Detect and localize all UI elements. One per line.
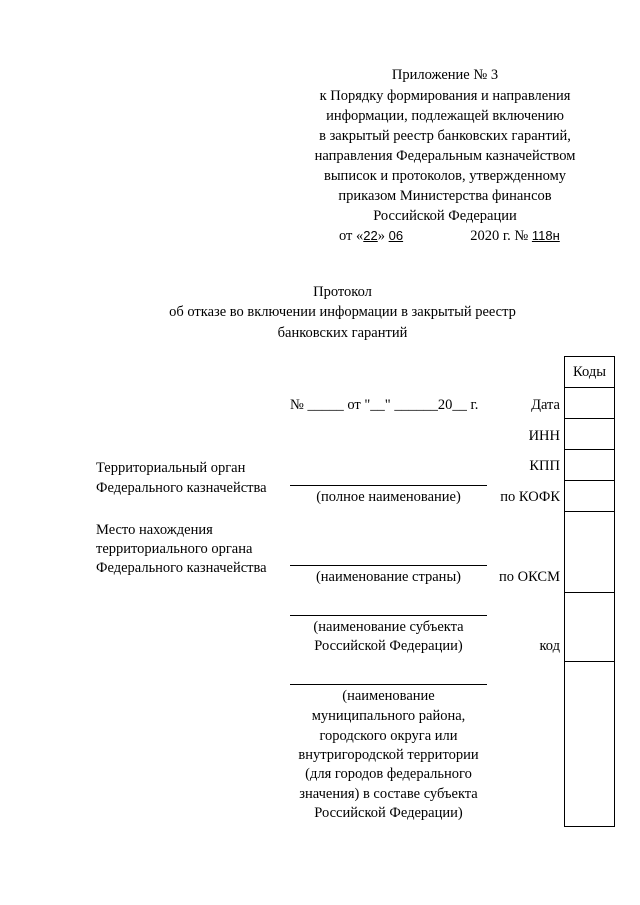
date-month: 06	[388, 228, 404, 243]
order-number: 118н	[531, 228, 560, 243]
label-inn: ИНН	[528, 428, 560, 444]
municipal-hint: городского округа или	[319, 728, 458, 744]
doc-title: Протокол	[313, 284, 372, 300]
codes-header: Коды	[573, 364, 606, 380]
date-prefix: от «	[339, 228, 364, 244]
annex-line: информации, подлежащей включению	[326, 108, 564, 124]
subject-hint: (наименование субъекта	[313, 619, 464, 635]
location-label: Место нахождения	[96, 522, 213, 538]
location-label: Федерального казначейства	[96, 560, 267, 576]
full-name-field[interactable]	[290, 485, 487, 486]
territorial-organ-label: Федерального казначейства	[96, 480, 267, 496]
annex-line: направления Федеральным казначейством	[314, 148, 576, 164]
label-date: Дата	[531, 397, 560, 413]
annex-line: Российской Федерации	[373, 208, 517, 224]
municipal-field[interactable]	[290, 684, 487, 685]
label-oksm: по ОКСМ	[499, 569, 560, 585]
protocol-number-line: № _____ от "__" ______20__ г.	[290, 397, 479, 413]
codes-column	[564, 356, 615, 827]
municipal-hint: значения) в составе субъекта	[299, 786, 478, 802]
date-year: 2020 г. №	[470, 228, 529, 244]
annex-line: выписок и протоколов, утвержденному	[323, 168, 567, 184]
location-label: территориального органа	[96, 541, 253, 557]
country-field[interactable]	[290, 565, 487, 566]
municipal-hint: внутригородской территории	[298, 747, 479, 763]
date-day: 22	[363, 228, 378, 243]
annex-date-line	[339, 228, 560, 245]
label-kofk: по КОФК	[500, 489, 560, 505]
label-code: код	[539, 638, 560, 654]
annex-line: приказом Министерства финансов	[338, 188, 552, 204]
municipal-hint: муниципального района,	[311, 708, 466, 724]
annex-title: Приложение № 3	[391, 67, 499, 83]
territorial-organ-label: Территориальный орган	[96, 460, 246, 476]
doc-subtitle: об отказе во включении информации в закрытый реестр	[169, 304, 516, 320]
country-hint: (наименование страны)	[315, 569, 462, 585]
label-kpp: КПП	[529, 458, 560, 474]
annex-line: в закрытый реестр банковских гарантий,	[319, 128, 571, 144]
doc-subtitle: банковских гарантий	[277, 325, 408, 341]
date-separator: »	[377, 228, 385, 244]
full-name-hint: (полное наименование)	[316, 489, 461, 505]
annex-line: к Порядку формирования и направления	[319, 88, 571, 104]
municipal-hint: (наименование	[342, 688, 435, 704]
municipal-hint: Российской Федерации)	[314, 805, 463, 821]
subject-field[interactable]	[290, 615, 487, 616]
municipal-hint: (для городов федерального	[305, 766, 472, 782]
subject-hint: Российской Федерации)	[314, 638, 463, 654]
